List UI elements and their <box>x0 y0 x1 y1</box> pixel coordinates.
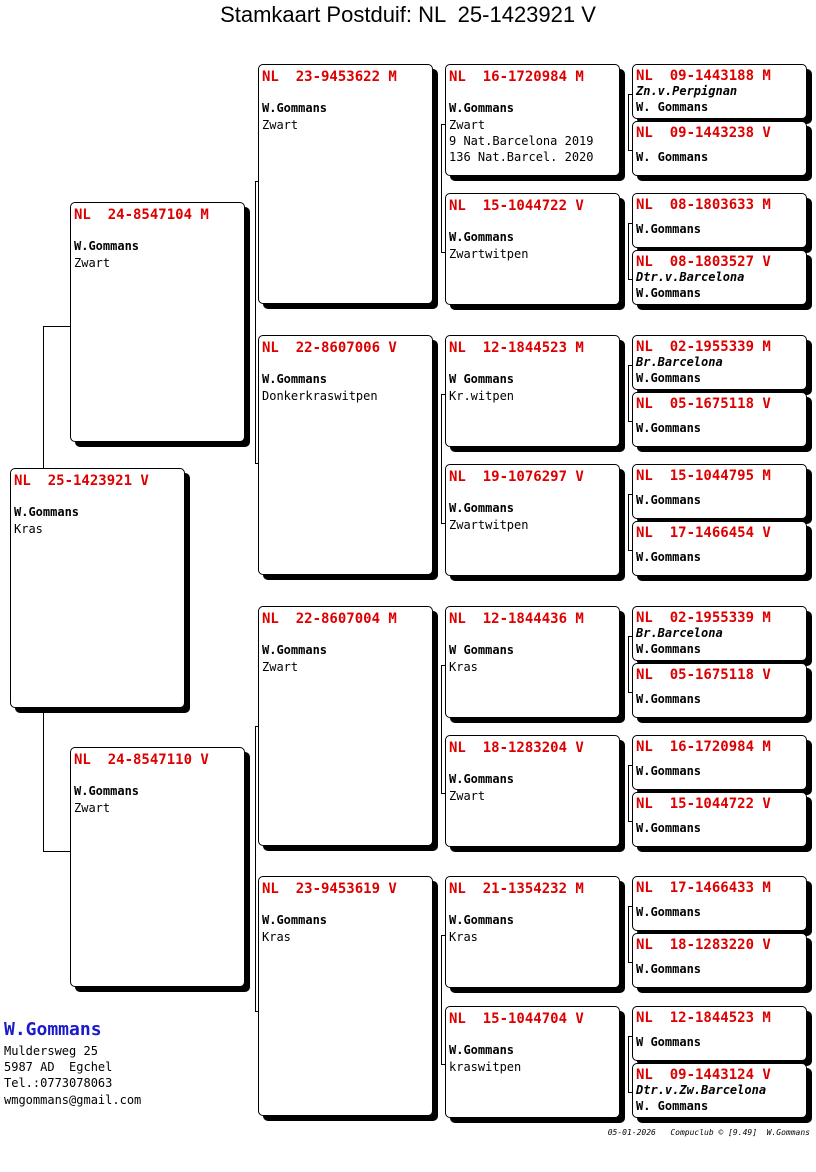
ring-number: NL 18-1283204 V <box>449 740 584 756</box>
ring-number: NL 02-1955339 M <box>636 339 771 355</box>
owner-name: W.Gommans <box>636 371 702 385</box>
pigeon-card-gen3[interactable] <box>445 64 620 176</box>
owner-name: W Gommans <box>636 1035 702 1049</box>
ring-number: NL 24-8547104 M <box>74 207 209 223</box>
pigeon-card-gen4[interactable] <box>632 193 807 248</box>
breeder-phone: Tel.:0773078063 <box>4 1076 113 1090</box>
ring-number: NL 15-1044704 V <box>449 1011 584 1027</box>
pigeon-card-gen3[interactable] <box>445 876 620 988</box>
breeder-street: Muldersweg 25 <box>4 1044 98 1058</box>
breeder-name: W.Gommans <box>4 1019 102 1040</box>
pigeon-color: Donkerkraswitpen <box>262 389 378 403</box>
ring-number: NL 02-1955339 M <box>636 610 771 626</box>
owner-name: W.Gommans <box>449 772 515 786</box>
pigeon-description: Br.Barcelona <box>636 355 723 369</box>
owner-name: W.Gommans <box>636 222 702 236</box>
pigeon-card-gen4[interactable] <box>632 1063 807 1118</box>
ring-number: NL 23-9453622 M <box>262 69 397 85</box>
pigeon-color: Kras <box>449 660 478 674</box>
owner-name: W.Gommans <box>636 286 702 300</box>
owner-name: W.Gommans <box>636 642 702 656</box>
owner-name: W. Gommans <box>636 100 709 114</box>
ring-number: NL 12-1844523 M <box>636 1010 771 1026</box>
connector-line <box>628 494 629 551</box>
pigeon-description: Br.Barcelona <box>636 626 723 640</box>
pigeon-card-gen4[interactable] <box>632 121 807 176</box>
pigeon-card-mother[interactable] <box>70 747 245 987</box>
page-title: Stamkaart Postduif: NL 25-1423921 V <box>220 2 596 27</box>
owner-name: W.Gommans <box>636 764 702 778</box>
pigeon-color: Zwart <box>74 256 111 270</box>
pigeon-card-grandmother-maternal[interactable] <box>258 876 433 1116</box>
pigeon-color: Kras <box>14 522 43 536</box>
owner-name: W.Gommans <box>636 493 702 507</box>
pigeon-color: Kras <box>449 930 478 944</box>
pigeon-card-gen3[interactable] <box>445 1006 620 1118</box>
owner-name: W.Gommans <box>449 1043 515 1057</box>
owner-name: W. Gommans <box>636 1099 709 1113</box>
pigeon-card-gen4[interactable] <box>632 64 807 119</box>
connector-line <box>255 726 256 1012</box>
pigeon-card-gen4[interactable] <box>632 335 807 390</box>
connector-line <box>628 1036 629 1093</box>
ring-number: NL 22-8607004 M <box>262 611 397 627</box>
ring-number: NL 09-1443238 V <box>636 125 771 141</box>
pigeon-color: Zwart <box>262 118 299 132</box>
owner-name: W.Gommans <box>14 505 80 519</box>
owner-name: W Gommans <box>449 643 515 657</box>
connector-line <box>628 365 629 422</box>
owner-name: W.Gommans <box>449 101 515 115</box>
race-result: 136 Nat.Barcel. 2020 <box>449 150 594 164</box>
connector-line <box>628 636 629 693</box>
ring-number: NL 09-1443124 V <box>636 1067 771 1083</box>
pigeon-card-grandmother-paternal[interactable] <box>258 335 433 575</box>
pigeon-color: Zwart <box>74 801 111 815</box>
owner-name: W Gommans <box>449 372 515 386</box>
breeder-city: 5987 AD Egchel <box>4 1060 113 1074</box>
owner-name: W.Gommans <box>636 692 702 706</box>
ring-number: NL 16-1720984 M <box>449 69 584 85</box>
pigeon-card-father[interactable] <box>70 202 245 442</box>
pigeon-card-grandfather-paternal[interactable] <box>258 64 433 304</box>
owner-name: W.Gommans <box>636 962 702 976</box>
pigeon-card-subject[interactable] <box>10 468 185 708</box>
pigeon-card-gen3[interactable] <box>445 335 620 447</box>
connector-line <box>441 394 442 524</box>
owner-name: W.Gommans <box>262 372 328 386</box>
pigeon-card-gen4[interactable] <box>632 876 807 931</box>
connector-line <box>628 94 629 151</box>
pigeon-color: Kr.witpen <box>449 389 515 403</box>
ring-number: NL 18-1283220 V <box>636 937 771 953</box>
pigeon-card-gen4[interactable] <box>632 606 807 661</box>
ring-number: NL 21-1354232 M <box>449 881 584 897</box>
owner-name: W.Gommans <box>262 913 328 927</box>
pigeon-card-gen3[interactable] <box>445 464 620 576</box>
pigeon-color: Zwart <box>262 660 299 674</box>
pigeon-card-gen4[interactable] <box>632 521 807 576</box>
pigeon-color: Zwartwitpen <box>449 247 529 261</box>
owner-name: W.Gommans <box>449 913 515 927</box>
pigeon-card-gen4[interactable] <box>632 464 807 519</box>
owner-name: W.Gommans <box>636 905 702 919</box>
pigeon-description: Zn.v.Perpignan <box>636 84 738 98</box>
owner-name: W.Gommans <box>449 230 515 244</box>
connector-line <box>43 326 70 327</box>
owner-name: W.Gommans <box>636 421 702 435</box>
ring-number: NL 23-9453619 V <box>262 881 397 897</box>
race-result: 9 Nat.Barcelona 2019 <box>449 134 594 148</box>
ring-number: NL 12-1844436 M <box>449 611 584 627</box>
pigeon-card-gen4[interactable] <box>632 792 807 847</box>
pigeon-color: Zwart <box>449 789 486 803</box>
ring-number: NL 05-1675118 V <box>636 396 771 412</box>
ring-number: NL 22-8607006 V <box>262 340 397 356</box>
pigeon-description: Dtr.v.Barcelona <box>636 270 745 284</box>
pigeon-card-gen4[interactable] <box>632 933 807 988</box>
owner-name: W. Gommans <box>636 150 709 164</box>
pigeon-card-grandfather-maternal[interactable] <box>258 606 433 846</box>
pigeon-card-gen4[interactable] <box>632 1006 807 1061</box>
breeder-email[interactable]: wmgommans@gmail.com <box>4 1093 142 1107</box>
connector-line <box>255 181 256 464</box>
pigeon-description: Dtr.v.Zw.Barcelona <box>636 1083 767 1097</box>
ring-number: NL 25-1423921 V <box>14 473 149 489</box>
ring-number: NL 15-1044795 M <box>636 468 771 484</box>
pigeon-color: Zwartwitpen <box>449 518 529 532</box>
owner-name: W.Gommans <box>262 101 328 115</box>
pigeon-card-gen3[interactable] <box>445 193 620 305</box>
connector-line <box>43 712 44 852</box>
connector-line <box>441 665 442 794</box>
ring-number: NL 16-1720984 M <box>636 739 771 755</box>
owner-name: W.Gommans <box>74 784 140 798</box>
ring-number: NL 17-1466433 M <box>636 880 771 896</box>
connector-line <box>628 765 629 822</box>
ring-number: NL 19-1076297 V <box>449 469 584 485</box>
ring-number: NL 09-1443188 M <box>636 68 771 84</box>
owner-name: W.Gommans <box>449 501 515 515</box>
pigeon-card-gen3[interactable] <box>445 735 620 847</box>
ring-number: NL 12-1844523 M <box>449 340 584 356</box>
pigeon-card-gen3[interactable] <box>445 606 620 718</box>
footer-credits: 05-01-2026 Compuclub © [9.49] W.Gommans <box>607 1128 810 1137</box>
pigeon-card-gen4[interactable] <box>632 735 807 790</box>
pigeon-color: Zwart <box>449 118 486 132</box>
connector-line <box>628 906 629 963</box>
ring-number: NL 08-1803633 M <box>636 197 771 213</box>
owner-name: W.Gommans <box>74 239 140 253</box>
connector-line <box>441 935 442 1065</box>
pigeon-color: kraswitpen <box>449 1060 522 1074</box>
pigeon-card-gen4[interactable] <box>632 250 807 305</box>
owner-name: W.Gommans <box>636 821 702 835</box>
pigeon-color: Kras <box>262 930 291 944</box>
ring-number: NL 15-1044722 V <box>449 198 584 214</box>
pigeon-card-gen4[interactable] <box>632 663 807 718</box>
pigeon-card-gen4[interactable] <box>632 392 807 447</box>
ring-number: NL 05-1675118 V <box>636 667 771 683</box>
owner-name: W.Gommans <box>262 643 328 657</box>
ring-number: NL 24-8547110 V <box>74 752 209 768</box>
connector-line <box>441 124 442 253</box>
ring-number: NL 15-1044722 V <box>636 796 771 812</box>
connector-line <box>43 851 70 852</box>
connector-line <box>43 326 44 469</box>
connector-line <box>628 223 629 280</box>
owner-name: W.Gommans <box>636 550 702 564</box>
ring-number: NL 17-1466454 V <box>636 525 771 541</box>
ring-number: NL 08-1803527 V <box>636 254 771 270</box>
